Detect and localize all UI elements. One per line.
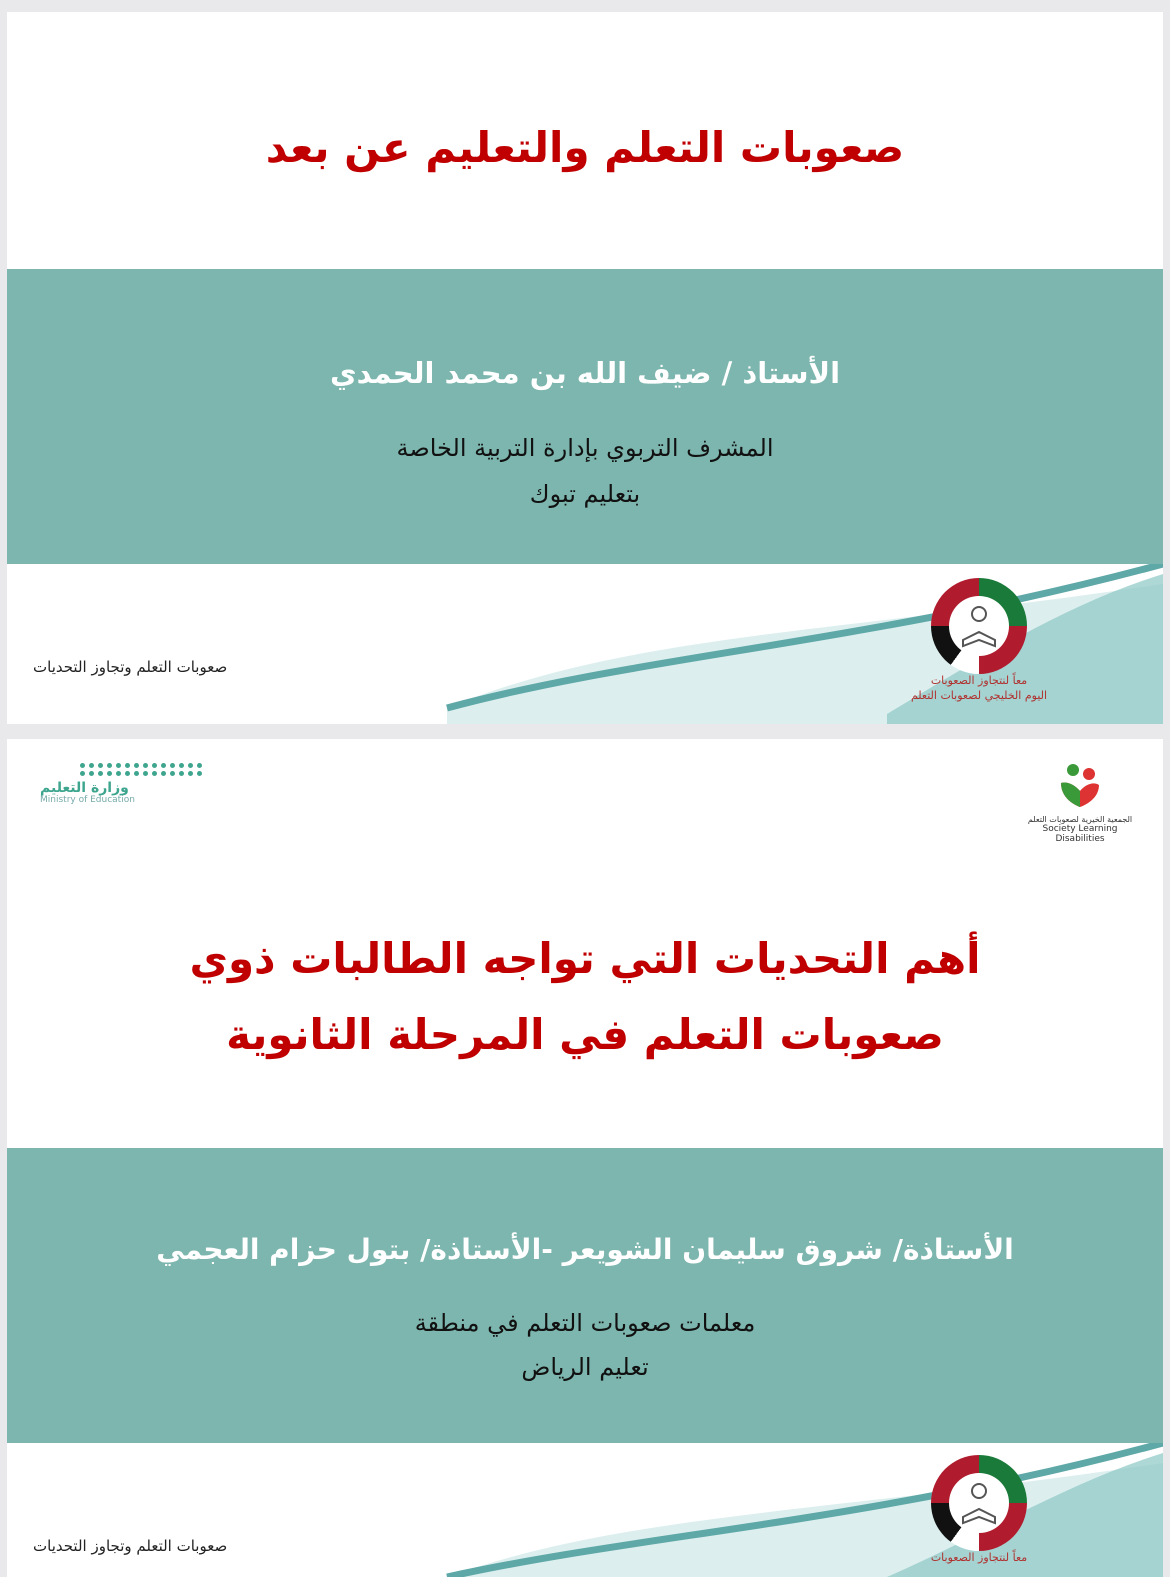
slide-1: [7, 12, 1163, 724]
sld-logo-arabic: الجمعية الخيرية لصعوبات التعلم: [1027, 815, 1133, 824]
slide-1-footer: صعوبات التعلم وتجاوز التحديات: [33, 658, 228, 676]
moe-logo-english: Ministry of Education: [40, 795, 135, 805]
slide-2-role-line-1: معلمات صعوبات التعلم في منطقة: [414, 1309, 756, 1337]
moe-logo-arabic: وزارة التعليم: [40, 780, 129, 796]
slide-2-title-line-1: أهم التحديات التي تواجه الطالبات ذوي: [189, 934, 981, 983]
slide-2-presenter-band: [7, 1148, 1163, 1443]
moe-dots-icon: [80, 763, 180, 776]
slide-2-footer: صعوبات التعلم وتجاوز التحديات: [33, 1537, 228, 1555]
ministry-of-education-logo: [40, 763, 180, 805]
reading-child-icon: [949, 1473, 1009, 1533]
slide-1-emblem-caption-1: معاً لنتجاوز الصعوبات: [930, 674, 1028, 687]
reading-child-icon: [949, 596, 1009, 656]
slide-2-presenter: الأستاذة/ شروق سليمان الشويعر -الأستاذة/ بتول حزام العجمي: [156, 1233, 1014, 1266]
society-learning-disabilities-logo: [1025, 761, 1135, 844]
slide-1-presenter: الأستاذ / ضيف الله بن محمد الحمدي: [329, 356, 841, 390]
slide-2-emblem-caption-1: معاً لنتجاوز الصعوبات: [930, 1551, 1028, 1564]
slide-1-role-line-2: بتعليم تبوك: [529, 480, 641, 508]
sld-hearts-icon: [1053, 761, 1107, 811]
slide-2: [7, 739, 1163, 1577]
slide-1-title: صعوبات التعلم والتعليم عن بعد: [265, 123, 905, 172]
sld-logo-english: Society Learning Disabilities: [1042, 824, 1118, 844]
slide-2-role-line-2: تعليم الرياض: [521, 1353, 649, 1381]
slide-1-presenter-band: [7, 269, 1163, 564]
slide-1-role-line-1: المشرف التربوي بإدارة التربية الخاصة: [396, 434, 774, 462]
slide-1-gulf-day-emblem: [931, 578, 1027, 674]
slide-2-title-line-2: صعوبات التعلم في المرحلة الثانوية: [226, 1010, 944, 1059]
slide-2-gulf-day-emblem: [931, 1455, 1027, 1551]
slide-1-emblem-caption-2: اليوم الخليجي لصعوبات التعلم: [910, 689, 1048, 702]
